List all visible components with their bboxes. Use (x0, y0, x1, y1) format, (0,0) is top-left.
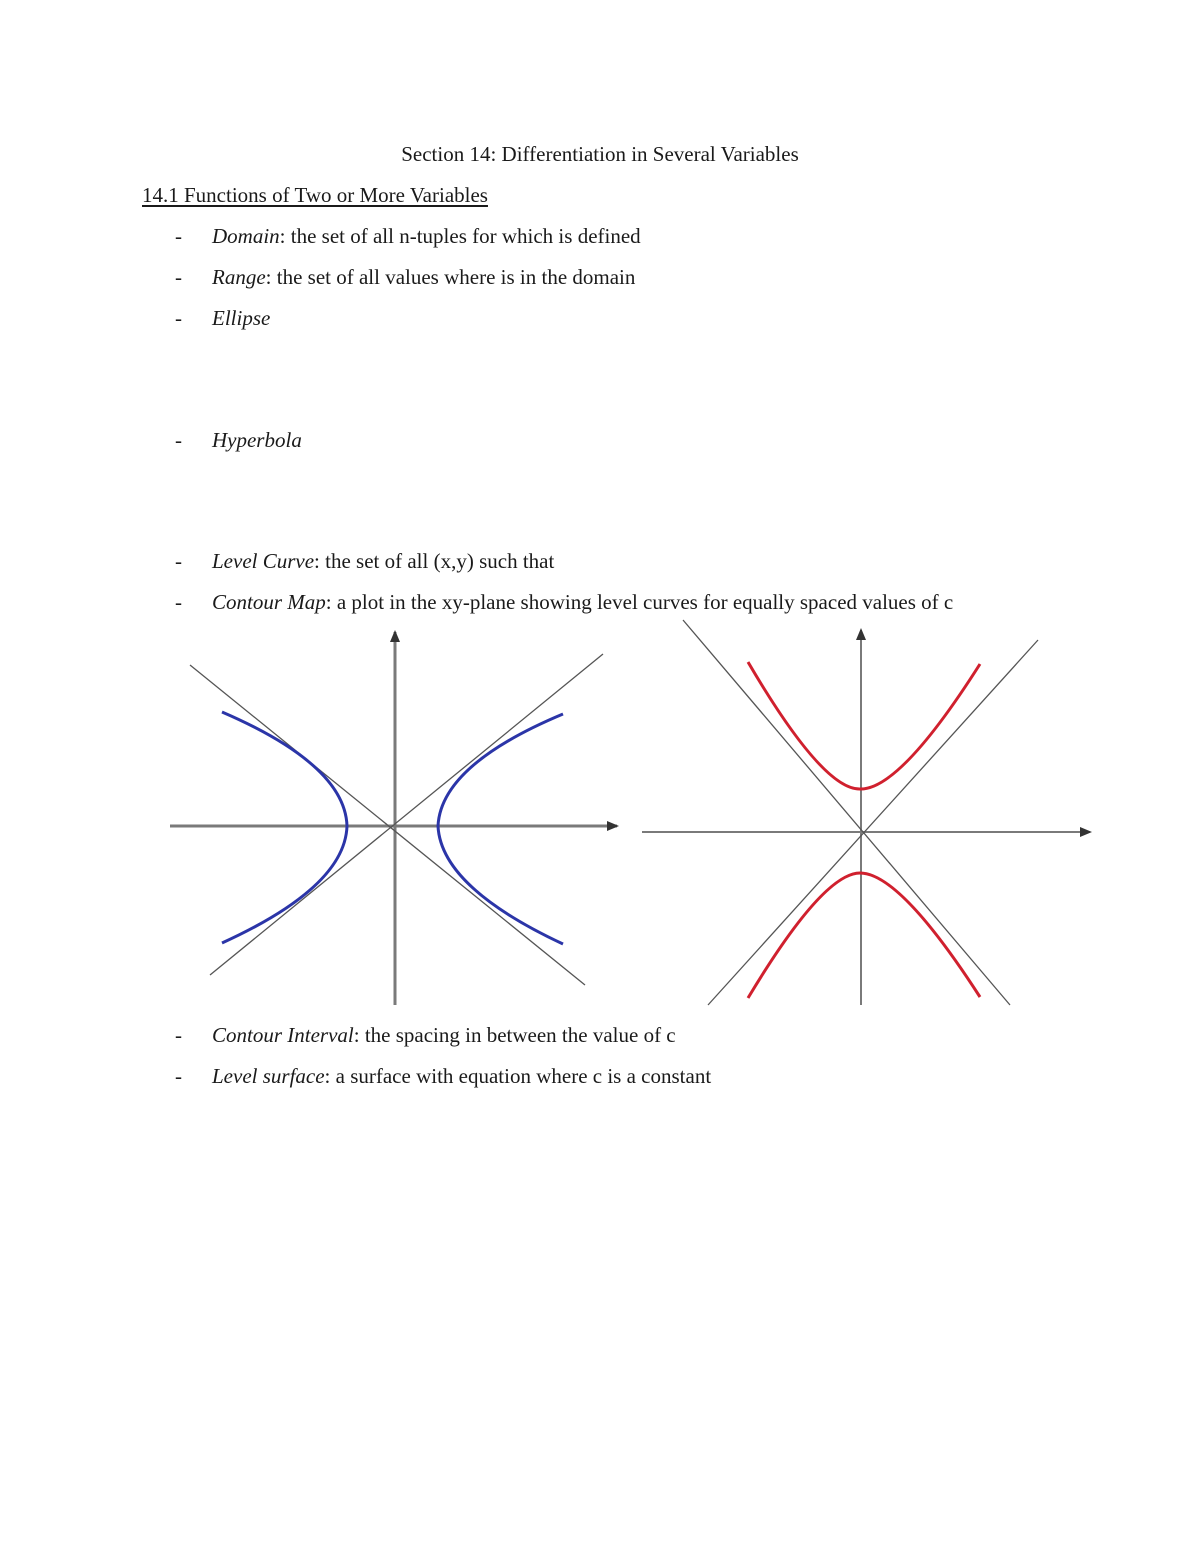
horizontal-hyperbola-figure (165, 630, 625, 1010)
bullet-level-surface (175, 1064, 711, 1089)
bullet-term: Range (212, 265, 266, 289)
bullet-dash: - (175, 1064, 182, 1088)
asymptote-line (708, 640, 1038, 1005)
bullet-text: : the set of all values where is in the domain (265, 265, 636, 289)
bullet-term: Ellipse (212, 306, 271, 330)
bullet-term: Contour Map (212, 590, 326, 614)
bullet-term: Level Curve (212, 549, 315, 573)
subsection-title: 14.1 Functions of Two or More Variables (142, 183, 488, 207)
bullet-contour-map (175, 590, 953, 615)
bullet-dash: - (175, 1023, 182, 1047)
bullet-dash: - (175, 306, 182, 330)
bullet-range (175, 265, 635, 290)
bullet-term: Hyperbola (212, 428, 302, 452)
bullet-text: : the set of all n-tuples for which is defined (279, 224, 641, 248)
bullet-dash: - (175, 265, 182, 289)
vertical-hyperbola-figure (638, 615, 1100, 1010)
bullet-text: : a surface with equation where c is a constant (324, 1064, 712, 1088)
hyperbola-branch (748, 873, 980, 998)
bullet-contour-interval (175, 1023, 676, 1048)
bullet-text: : a plot in the xy-plane showing level curves for equally spaced values of c (325, 590, 954, 614)
bullet-text: : the set of all (x,y) such that (314, 549, 555, 573)
bullet-term: Contour Interval (212, 1023, 354, 1047)
bullet-hyperbola (175, 428, 302, 453)
hyperbola-branch (748, 662, 980, 789)
bullet-dash: - (175, 428, 182, 452)
asymptote-line (683, 620, 1010, 1005)
bullet-term: Level surface (212, 1064, 325, 1088)
bullet-domain (175, 224, 641, 249)
bullet-text: : the spacing in between the value of c (353, 1023, 676, 1047)
asymptote-line (210, 654, 603, 975)
hyperbola-branch (438, 714, 563, 944)
bullet-ellipse (175, 306, 270, 331)
bullet-dash: - (175, 549, 182, 573)
bullet-dash: - (175, 590, 182, 614)
bullet-term: Domain (212, 224, 280, 248)
bullet-dash: - (175, 224, 182, 248)
section-title: Section 14: Differentiation in Several Variables (401, 142, 799, 166)
bullet-level-curve (175, 549, 554, 574)
